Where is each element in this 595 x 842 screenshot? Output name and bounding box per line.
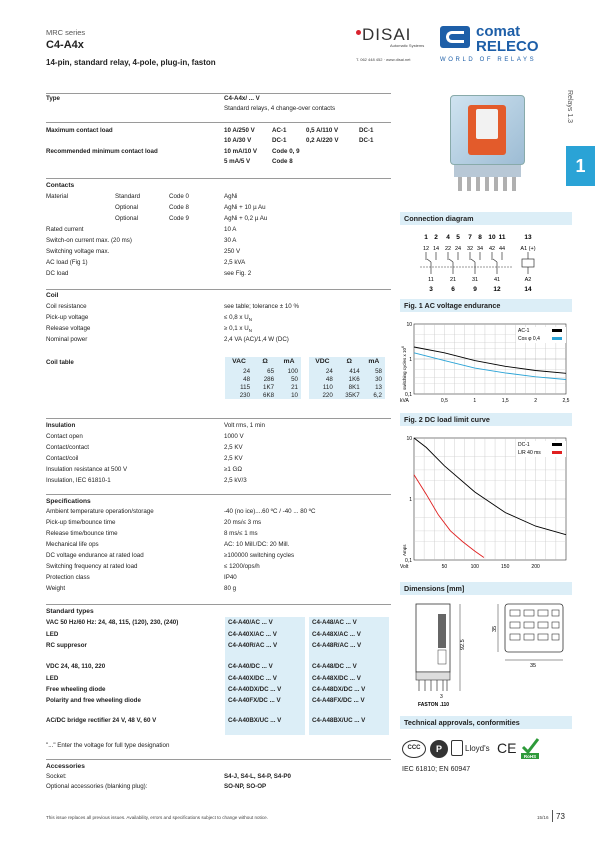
coil-table-cell: 10 xyxy=(291,391,298,399)
series-label: MRC series xyxy=(46,28,86,37)
type-row-label: LED xyxy=(46,631,59,638)
y-tick-label: 1 xyxy=(409,357,412,363)
contact-row-label: Switch-on current max. (20 ms) xyxy=(46,237,132,244)
disai-dot-icon xyxy=(356,30,361,35)
contact-label: 24 xyxy=(454,246,462,252)
y-tick-label: 0,1 xyxy=(405,558,412,564)
coil-table-cell: 13 xyxy=(375,383,382,391)
disai-contact: T. 062 448 452 · www.disai.net xyxy=(356,57,411,62)
legend-label: DC-1 xyxy=(518,442,530,448)
tagline: WORLD OF RELAYS xyxy=(440,57,537,63)
max-load-type: DC-1 xyxy=(272,137,287,144)
x-tick-label: 2 xyxy=(534,398,537,404)
contact-material-cell: Optional xyxy=(115,204,139,211)
coil-table-header: mA xyxy=(283,358,295,365)
type-row-label: AC/DC bridge rectifier 24 V, 48 V, 60 V xyxy=(46,717,157,724)
contact-material-cell: Code 8 xyxy=(169,204,189,211)
pin-label: 5 xyxy=(456,234,460,241)
max-load-type: AC-1 xyxy=(272,127,287,134)
type-row-label: VDC 24, 48, 110, 220 xyxy=(46,663,106,670)
coil-table-header: VAC xyxy=(232,358,246,365)
table-row xyxy=(309,383,385,391)
contact-row-value: 250 V xyxy=(224,248,241,255)
type-code-normally-open: C4-A40/DC ... V xyxy=(228,663,273,670)
pin-label: 13 xyxy=(524,234,532,241)
x-tick-label: 100 xyxy=(470,564,479,570)
insulation-row-label: Contact/contact xyxy=(46,444,89,451)
contact-label: 12 xyxy=(422,246,430,252)
coil-table-cell: 414 xyxy=(349,367,360,375)
contact-label: A1 (+) xyxy=(520,246,536,252)
table-row xyxy=(309,391,385,399)
rohs-icon xyxy=(520,736,540,760)
contact-row-label: Rated current xyxy=(46,226,84,233)
contact-label: 11 xyxy=(428,277,434,283)
relay-photo xyxy=(440,85,535,195)
svg-text:RoHS: RoHS xyxy=(523,754,537,759)
y-tick-label: 1 xyxy=(409,497,412,503)
spec-row-value: IP40 xyxy=(224,574,237,581)
min-load-code: Code 8 xyxy=(272,158,293,165)
table-row xyxy=(225,375,301,383)
dim-height: 92.5 xyxy=(460,639,466,650)
type-code-normally-open: C4-A40R/AC ... V xyxy=(228,642,278,649)
contact-label: 22 xyxy=(444,246,452,252)
accessory-label: Optional accessories (blanking plug): xyxy=(46,783,148,790)
pin-label: 7 xyxy=(468,234,472,241)
releco-text: RELECO xyxy=(476,38,539,55)
type-code-gold: C4-A48R/AC ... V xyxy=(312,642,362,649)
x-tick-label: 2,5 xyxy=(562,398,570,404)
relay-handle xyxy=(438,614,446,648)
type-row-label: Free wheeling diode xyxy=(46,686,106,693)
pin-label: 11 xyxy=(498,234,506,241)
type-code-gold: C4-A48X/AC ... V xyxy=(312,631,361,638)
coil-table-cell: 115 xyxy=(240,383,251,391)
dimensions-drawing xyxy=(400,598,572,710)
max-load-value: 10 A/250 V xyxy=(224,127,255,134)
type-desc: Standard relays, 4 change-over contacts xyxy=(224,105,336,112)
approvals-title: Technical approvals, conformities xyxy=(400,716,572,729)
pin-label: 3 xyxy=(429,286,433,293)
type-row-label: VAC 50 Hz/60 Hz: 24, 48, 115, (120), 230, (240) xyxy=(46,619,179,626)
min-load-code: Code 0, 9 xyxy=(272,148,300,155)
legend-swatch xyxy=(552,443,562,446)
min-load-value: 5 mA/5 V xyxy=(224,158,251,165)
subtitle: 14-pin, standard relay, 4-pole, plug-in, faston xyxy=(46,58,216,67)
footer-issue: 15/16 xyxy=(537,815,549,820)
lloyds-text: Lloyd's xyxy=(465,744,490,753)
legend-swatch xyxy=(552,337,562,340)
comat-logo-icon xyxy=(440,26,470,48)
max-load-type: DC-1 xyxy=(359,127,374,134)
pce-icon: P xyxy=(430,740,448,758)
contact-label: A2 xyxy=(524,277,532,283)
contact-row-value: see Fig. 2 xyxy=(224,270,252,277)
fig2-title: Fig. 2 DC load limit curve xyxy=(400,413,572,426)
coil-title: Coil xyxy=(46,292,59,299)
contact-row-value: 10 A xyxy=(224,226,237,233)
contact-row-value: 30 A xyxy=(224,237,237,244)
spec-row-value: 80 g xyxy=(224,585,237,592)
x-tick-label: 50 xyxy=(441,564,448,570)
type-code-gold: C4-A48/DC ... V xyxy=(312,663,357,670)
x-tick-label: 0,5 xyxy=(440,398,448,404)
table-row xyxy=(225,391,301,399)
coil-table-cell: 220 xyxy=(322,391,333,399)
coil-table-cell: 6K8 xyxy=(263,391,275,399)
pin-label: 6 xyxy=(451,286,455,293)
contact-label: 14 xyxy=(432,246,440,252)
pin-label: 4 xyxy=(446,234,450,241)
min-load-value: 10 mA/10 V xyxy=(224,148,258,155)
insulation-row-value: 1000 V xyxy=(224,433,244,440)
legend-label: AC-1 xyxy=(518,328,530,334)
types-title: Standard types xyxy=(46,608,94,615)
coil-table-cell: 1K6 xyxy=(348,375,360,383)
accessory-value: SO-NP, SO-OP xyxy=(224,783,267,790)
dimensions-title: Dimensions [mm] xyxy=(400,582,572,595)
y-axis-label: switching cycles x $10^6$ xyxy=(401,346,407,390)
pin-label: 12 xyxy=(493,286,501,293)
coil-table-cell: 24 xyxy=(325,367,333,375)
comat-text: comat xyxy=(476,23,521,40)
spec-row-value: ≥100000 switching cycles xyxy=(224,552,295,559)
contacts-title: Contacts xyxy=(46,182,75,189)
coil-table-header: VDC xyxy=(315,358,330,365)
type-code-normally-open: C4-A40DX/DC ... V xyxy=(228,686,282,693)
coil-table-cell: 286 xyxy=(263,375,275,383)
ccc-icon: CCC xyxy=(402,740,426,758)
specs-title: Specifications xyxy=(46,498,91,505)
coil-row-label: Coil resistance xyxy=(46,303,87,310)
contact-label: 44 xyxy=(498,246,506,252)
coil-table-cell: 24 xyxy=(243,367,251,375)
coil-table-cell: 30 xyxy=(375,375,382,383)
contact-label: 32 xyxy=(466,246,474,252)
fig2-chart xyxy=(400,430,572,578)
contact-label: 34 xyxy=(476,246,484,252)
dim-width: 35 xyxy=(492,625,498,632)
table-row xyxy=(309,367,385,375)
type-code-normally-open: C4-A40X/AC ... V xyxy=(228,631,277,638)
insulation-row-value: ≥1 GΩ xyxy=(224,466,242,473)
legend-swatch xyxy=(552,329,562,332)
footer-note: This issue replaces all previous issues. Availability, errors and specifications subject to change without notice. xyxy=(46,815,268,820)
coil-table-cell: 110 xyxy=(322,383,333,391)
type-code-gold: C4-A48BX/UC ... V xyxy=(312,717,366,724)
contact-row-label: DC load xyxy=(46,270,69,277)
coil-table-cell: 58 xyxy=(375,367,382,375)
coil-row-label: Release voltage xyxy=(46,325,91,332)
type-code-gold: C4-A48/AC ... V xyxy=(312,619,357,626)
coil-table-cell: 8K1 xyxy=(348,383,360,391)
spec-row-value: AC: 10 Mill./DC: 20 Mill. xyxy=(224,541,290,548)
contact-material-cell: Code 0 xyxy=(169,193,189,200)
dim-pin: 3 xyxy=(440,694,443,700)
spec-row-label: Ambient temperature operation/storage xyxy=(46,508,154,515)
y-tick-label: 10 xyxy=(406,322,412,328)
contact-label: 42 xyxy=(488,246,496,252)
pin-label: 14 xyxy=(524,286,532,293)
table-row xyxy=(225,367,301,375)
connection-diagram xyxy=(400,230,572,295)
type-value: C4-A4x/ ... V xyxy=(224,95,260,102)
type-code-normally-open: C4-A40/AC ... V xyxy=(228,619,273,626)
faston-label: FASTON .110 xyxy=(418,702,450,708)
coil-table-cell: 230 xyxy=(239,391,251,399)
accessory-label: Socket: xyxy=(46,773,67,780)
contact-label: 21 xyxy=(449,277,457,283)
contact-label: 31 xyxy=(471,277,479,283)
coil-table-cell: 35K7 xyxy=(345,391,360,399)
spec-row-value: 20 ms/≤ 3 ms xyxy=(224,519,262,526)
coil-table-cell: 1K7 xyxy=(263,383,275,391)
coil-table-cell: 48 xyxy=(243,375,251,383)
max-load-value: 0,5 A/110 V xyxy=(306,127,339,134)
contact-material-cell: Code 9 xyxy=(169,215,189,222)
x-tick-label: 200 xyxy=(531,564,540,570)
disai-sub: Automatic Systems xyxy=(390,43,425,48)
insulation-row-label: Insulation resistance at 500 V xyxy=(46,466,128,473)
contact-material-cell: Standard xyxy=(115,193,141,200)
y-tick-label: 0,1 xyxy=(405,392,412,398)
spec-row-value: ≤ 1200/ops/h xyxy=(224,563,260,570)
coil-row-value: 2,4 VA (AC)/1,4 W (DC) xyxy=(224,336,289,343)
pin-label: 8 xyxy=(478,234,482,241)
page-number: 73 xyxy=(556,812,565,821)
insulation-row-label: Contact open xyxy=(46,433,83,440)
accessory-value: S4-J, S4-L, S4-P, S4-P0 xyxy=(224,773,291,780)
coil-table-header: Ω xyxy=(262,358,268,365)
x-tick-label: 150 xyxy=(501,564,510,570)
spec-row-label: Release time/bounce time xyxy=(46,530,118,537)
spec-row-value: -40 (no ice)....60 ºC / -40 ... 80 ºC xyxy=(224,508,316,515)
legend-swatch xyxy=(552,451,562,454)
type-row-label: Polarity and free wheeling diode xyxy=(46,697,141,704)
max-load-type: DC-1 xyxy=(359,137,374,144)
coil-row-value: ≤ 0,8 x $U_N$ xyxy=(224,314,252,323)
spec-row-label: DC voltage endurance at rated load xyxy=(46,552,144,559)
type-code-gold: C4-A48X/DC ... V xyxy=(312,675,361,682)
table-row xyxy=(225,383,301,391)
coil-row-label: Nominal power xyxy=(46,336,88,343)
disai-logo-text: DISAI xyxy=(362,25,412,44)
connection-title: Connection diagram xyxy=(400,212,572,225)
insulation-title: Insulation xyxy=(46,422,76,429)
coil-table-cell: 65 xyxy=(267,367,275,375)
max-load-label: Maximum contact load xyxy=(46,127,113,134)
side-tab: 1 xyxy=(566,146,595,186)
spec-row-value: 8 ms/≤ 1 ms xyxy=(224,530,258,537)
contact-row-label: AC load (Fig 1) xyxy=(46,259,88,266)
insulation-row-label: Insulation, IEC 61810-1 xyxy=(46,477,111,484)
pin-label: 10 xyxy=(488,234,496,241)
coil-table-label: Coil table xyxy=(46,359,74,366)
type-code-gold: C4-A48FX/DC ... V xyxy=(312,697,365,704)
spec-row-label: Switching frequency at rated load xyxy=(46,563,138,570)
coil-table-cell: 100 xyxy=(287,367,298,375)
insulation-row-value: 2,5 kV/3 xyxy=(224,477,247,484)
fig1-chart xyxy=(400,316,572,412)
y-axis-label: Amps xyxy=(402,544,407,556)
accessories-title: Accessories xyxy=(46,763,85,770)
type-row-label: LED xyxy=(46,675,59,682)
faston-pins xyxy=(419,680,447,691)
type-code-normally-open: C4-A40BX/UC ... V xyxy=(228,717,282,724)
dim-depth: 35 xyxy=(530,663,537,669)
contact-material-cell: AgNi + 10 µ Au xyxy=(224,204,266,211)
coil-row-value: see table; tolerance ± 10 % xyxy=(224,303,299,310)
table-row xyxy=(309,375,385,383)
coil-row-value: ≥ 0,1 x $U_N$ xyxy=(224,325,252,334)
coil-table-dc xyxy=(309,357,385,399)
contact-label: 41 xyxy=(493,277,501,283)
insulation-row-value: 2,5 KV xyxy=(224,455,243,462)
x-tick-label: 1,5 xyxy=(501,398,509,404)
coil-table-header: Ω xyxy=(346,358,352,365)
coil-table-cell: 48 xyxy=(325,375,333,383)
coil-table-header: mA xyxy=(368,358,380,365)
max-load-value: 0,2 A/220 V xyxy=(306,137,339,144)
fig1-title: Fig. 1 AC voltage endurance xyxy=(400,299,572,312)
x-tick-label: 1 xyxy=(473,398,477,404)
types-note: "..." Enter the voltage for full type designation xyxy=(46,742,170,749)
spec-row-label: Protection class xyxy=(46,574,90,581)
type-code-normally-open: C4-A40X/DC ... V xyxy=(228,675,277,682)
insulation-value: Volt rms, 1 min xyxy=(224,422,265,429)
coil-table-ac xyxy=(225,357,301,399)
spec-row-label: Pick-up time/bounce time xyxy=(46,519,116,526)
type-code-normally-open: C4-A40FX/DC ... V xyxy=(228,697,281,704)
lloyds-register-icon xyxy=(451,740,463,756)
insulation-row-label: Contact/coil xyxy=(46,455,79,462)
pin-label: 2 xyxy=(434,234,438,241)
side-vertical-label: Relays 1.3 xyxy=(566,90,573,124)
coil-table-cell: 6,2 xyxy=(373,391,382,399)
contact-material-cell: AgNi xyxy=(224,193,238,200)
coil-symbol xyxy=(522,259,534,267)
type-label: Type xyxy=(46,95,60,102)
x-axis-label: kVA xyxy=(400,398,409,404)
model-title: C4-A4x xyxy=(46,39,84,51)
coil-table-cell: 21 xyxy=(291,383,298,391)
type-row-label: RC suppresor xyxy=(46,642,87,649)
coil-row-label: Pick-up voltage xyxy=(46,314,89,321)
y-tick-label: 10 xyxy=(406,436,412,442)
legend-label: Cos φ 0,4 xyxy=(518,336,540,342)
pin-label: 1 xyxy=(424,234,428,241)
insulation-row-value: 2,5 KV xyxy=(224,444,243,451)
contact-material-cell: AgNi + 0,2 µ Au xyxy=(224,215,268,222)
spec-row-label: Mechanical life ops xyxy=(46,541,99,548)
type-code-gold: C4-A48DX/DC ... V xyxy=(312,686,366,693)
contact-row-label: Switching voltage max. xyxy=(46,248,110,255)
legend-label: L/R 40 ms xyxy=(518,450,541,456)
spec-row-label: Weight xyxy=(46,585,66,592)
standards-text: IEC 61810; EN 60947 xyxy=(402,766,471,773)
contact-row-value: 2,5 kVA xyxy=(224,259,246,266)
min-load-label: Recommended minimum contact load xyxy=(46,148,158,155)
pin-label: 9 xyxy=(473,286,477,293)
contact-material-cell: Optional xyxy=(115,215,139,222)
ce-mark: CE xyxy=(497,740,517,756)
x-axis-label: Volt xyxy=(400,564,409,570)
contact-material-cell: Material xyxy=(46,193,69,200)
coil-table-cell: 50 xyxy=(291,375,298,383)
max-load-value: 10 A/30 V xyxy=(224,137,252,144)
